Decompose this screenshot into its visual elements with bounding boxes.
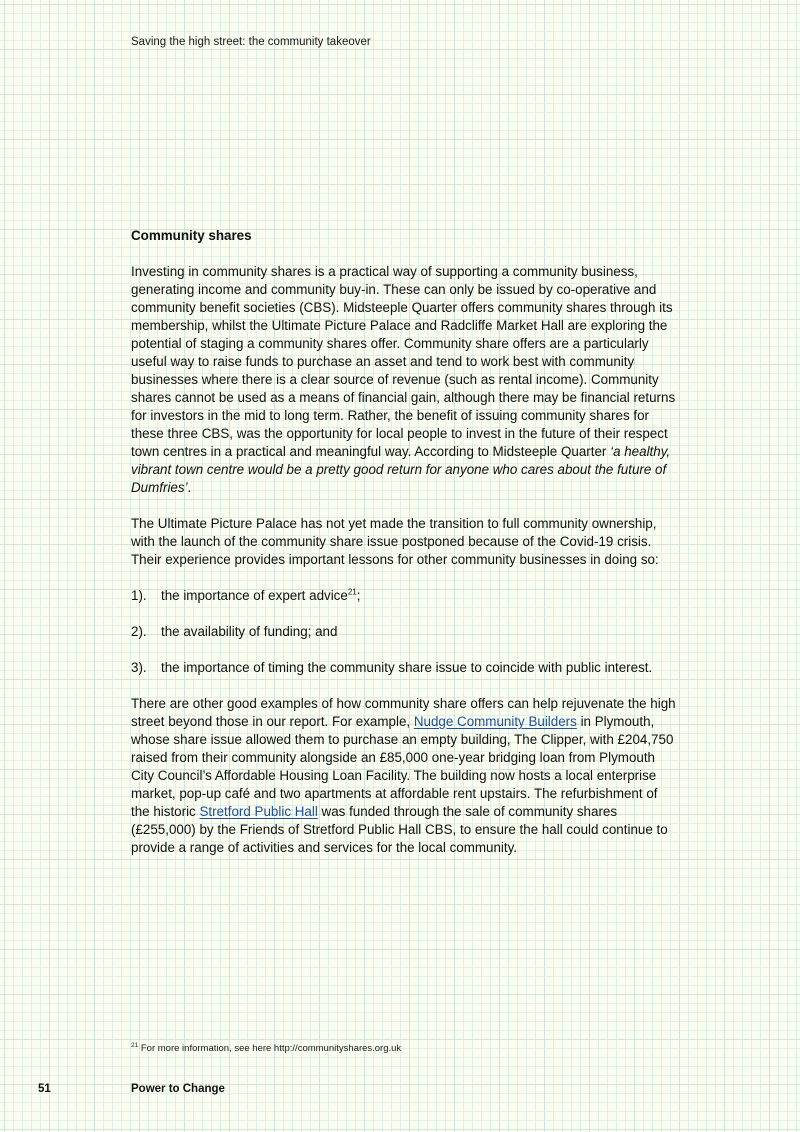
paragraph-text: was funded through the sale of community shares (£255,000) by the Friends of Stretford Public Hall CBS, to ensure the hall could continue to provide a range of activities and services for the local community. [131, 804, 668, 855]
list-item-label: the importance of expert advice [161, 588, 348, 603]
paragraph-other-examples [131, 695, 676, 857]
list-number: 2). [131, 624, 147, 639]
paragraph-text: There are other good examples of how community share offers can help rejuvenate the high street beyond those in our report. For example, [131, 696, 676, 729]
paragraph-community-shares-intro [131, 263, 676, 497]
paragraph-text: in Plymouth, whose share issue allowed them to purchase an empty building, The Clipper, with £204,750 raised from their community alongside an £85,000 one-year bridging loan from Plymouth City Council’s Affordable Housing Loan Facility. The building now hosts a local enterprise market, pop-up café and two apartments at affordable rent upstairs. The refurbishment of the historic [131, 714, 674, 819]
link-stretford-public-hall[interactable]: Stretford Public Hall [199, 804, 318, 819]
page-number: 51 [38, 1083, 51, 1095]
list-item-suffix: ; [356, 588, 361, 603]
paragraph-ultimate-picture-palace: The Ultimate Picture Palace has not yet made the transition to full community ownership, with the launch of the community share issue postponed because of the Covid-19 crisis. Their experience provides important lessons for other community businesses in doing so: [131, 516, 659, 567]
list-item [131, 587, 676, 605]
running-header: Saving the high street: the community takeover [131, 36, 371, 48]
footnote-reference[interactable]: 21 [347, 587, 357, 597]
list-number: 3). [131, 660, 147, 675]
list-item-text [161, 587, 676, 605]
list-item [131, 623, 676, 641]
section-heading: Community shares [131, 228, 252, 243]
list-item [131, 659, 676, 677]
list-number: 1). [131, 588, 147, 603]
footnote-text: For more information, see here http://communityshares.org.uk [138, 1043, 402, 1054]
main-content [131, 227, 676, 875]
paragraph-end: . [187, 480, 192, 495]
midsteeple-quote: ‘a healthy, vibrant town centre would be a pretty good return for anyone who cares about the future of Dumfries’ [131, 444, 671, 495]
link-nudge-community-builders[interactable]: Nudge Community Builders [413, 714, 577, 729]
paragraph-text: Investing in community shares is a practical way of supporting a community business, generating income and community buy-in. These can only be issued by co-operative and community benefit societies (CBS). Midsteeple Quarter offers community shares through its membership, whilst the Ultimate Picture Palace and Radcliffe Market Hall are exploring the potential of staging a community shares offer. Community share offers are a particularly useful way to raise funds to purchase an asset and tend to work best with community businesses where there is a clear source of revenue (such as rental income). Community shares cannot be used as a means of financial gain, although there may be financial returns for investors in the mid to long term. Rather, the benefit of issuing community shares for these three CBS, was the opportunity for local people to invest in the future of their respect town centres in a practical and meaningful way. According to Midsteeple Quarter [131, 264, 676, 459]
list-item-text: the importance of timing the community share issue to coincide with public interest. [161, 660, 653, 675]
footnote [131, 1043, 401, 1054]
lessons-list [131, 587, 676, 677]
footer-brand: Power to Change [131, 1083, 225, 1095]
footnote-number: 21 [131, 1041, 139, 1049]
list-item-text: the availability of funding; and [161, 624, 338, 639]
